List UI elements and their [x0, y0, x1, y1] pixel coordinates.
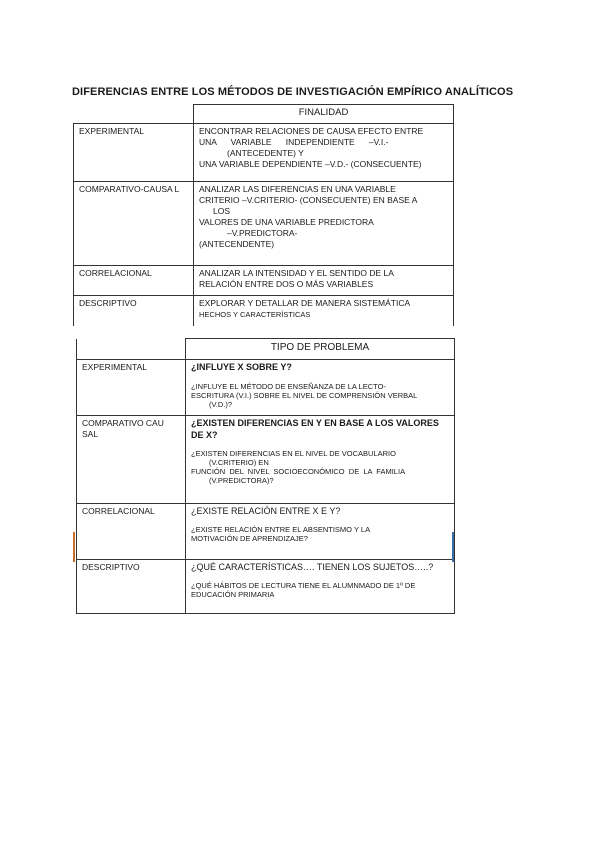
text-line: EDUCACIÓN PRIMARIA [191, 590, 275, 599]
text-line: RELACIÓN ENTRE DOS O MÁS VARIABLES [199, 279, 374, 289]
text-line: MOTIVACIÓN DE APRENDIZAJE? [191, 534, 308, 543]
row-label: COMPARATIVO CAU SAL [77, 416, 186, 504]
text-line: FUNCIÓN DEL NIVEL SOCIOECONÓMICO DE LA FAMILIA [191, 467, 406, 476]
row-content [186, 416, 455, 504]
text-line: UNA VARIABLE INDEPENDIENTE –V.I.- [199, 137, 389, 147]
tipo-problema-table [76, 338, 455, 614]
text-line: ¿EXISTEN DIFERENCIAS EN EL NIVEL DE VOCABULARIO [191, 449, 396, 458]
text-line: ¿INFLUYE EL MÉTODO DE ENSEÑANZA DE LA LECTO- [191, 381, 386, 391]
problem-example [191, 525, 449, 543]
text-line: ANALIZAR LAS DIFERENCIAS EN UNA VARIABLE [199, 184, 396, 194]
table-row [77, 504, 455, 560]
problem-question: ¿EXISTEN DIFERENCIAS EN Y EN BASE A LOS VALORES DE X? [191, 418, 439, 440]
table-row [74, 266, 454, 296]
row-label: COMPARATIVO-CAUSA L [74, 182, 194, 266]
row-label: CORRELACIONAL [74, 266, 194, 296]
problem-question: ¿EXISTE RELACIÓN ENTRE X E Y? [191, 506, 341, 516]
table-row [74, 182, 454, 266]
table-row [77, 360, 455, 416]
table-row [77, 560, 455, 614]
row-content [194, 124, 454, 182]
text-line: CRITERIO –V.CRITERIO- (CONSECUENTE) EN BASE A [199, 195, 418, 205]
header-empty-cell [74, 105, 194, 124]
problem-example [191, 449, 449, 485]
problem-example [191, 581, 449, 599]
text-line: ENCONTRAR RELACIONES DE CAUSA EFECTO ENTRE [199, 126, 424, 136]
blue-accent-bar [452, 532, 454, 562]
row-content [186, 504, 455, 560]
row-content [194, 296, 454, 326]
text-line: (V.CRITERIO) EN [209, 458, 269, 467]
row-label: DESCRIPTIVO [77, 560, 186, 614]
table-header-row [74, 105, 454, 124]
text-line: HECHOS Y CARACTERÍSTICAS [199, 310, 311, 319]
text-line: (ANTECENDENTE) [199, 239, 275, 249]
text-line: ANALIZAR LA INTENSIDAD Y EL SENTIDO DE LA [199, 268, 394, 278]
table-row [74, 296, 454, 326]
row-content [194, 266, 454, 296]
row-content [194, 182, 454, 266]
table-row [74, 124, 454, 182]
text-line: EXPLORAR Y DETALLAR DE MANERA SISTEMÁTICA [199, 298, 411, 308]
text-line: (ANTECEDENTE) Y [227, 148, 304, 158]
finalidad-table [73, 104, 454, 326]
row-label: CORRELACIONAL [77, 504, 186, 560]
row-label: EXPERIMENTAL [77, 360, 186, 416]
header-empty-cell [77, 339, 186, 360]
row-label: EXPERIMENTAL [74, 124, 194, 182]
orange-accent-bar [73, 532, 75, 562]
text-line: ¿QUÉ HÁBITOS DE LECTURA TIENE EL ALUMNMADO DE 1º DE [191, 581, 416, 590]
row-content [186, 560, 455, 614]
text-line: VALORES DE UNA VARIABLE PREDICTORA [199, 217, 374, 227]
text-line: ¿EXISTE RELACIÓN ENTRE EL ABSENTISMO Y LA [191, 525, 371, 534]
column-header-tipo-problema: TIPO DE PROBLEMA [186, 339, 455, 360]
text-line: (V.PREDICTORA)? [209, 476, 274, 485]
row-label: DESCRIPTIVO [74, 296, 194, 326]
row-content [186, 360, 455, 416]
table-row [77, 416, 455, 504]
text-line: (V.D.)? [209, 399, 233, 409]
text-line: ESCRITURA (V.I.) SOBRE EL NIVEL DE COMPRENSIÓN VERBAL [191, 390, 418, 400]
page-title: DIFERENCIAS ENTRE LOS MÉTODOS DE INVESTIGACIÓN EMPÍRICO ANALÍTICOS [72, 86, 514, 98]
problem-example [191, 382, 449, 409]
text-line: –V.PREDICTORA- [227, 228, 298, 238]
text-line: LOS [213, 206, 231, 216]
column-header-finalidad: FINALIDAD [194, 105, 454, 124]
table-header-row [77, 339, 455, 360]
text-line: UNA VARIABLE DEPENDIENTE –V.D.- (CONSECUENTE) [199, 159, 422, 169]
problem-question: ¿QUÉ CARACTERÍSTICAS…. TIENEN LOS SUJETOS…..? [191, 562, 434, 572]
problem-question: ¿INFLUYE X SOBRE Y? [191, 362, 292, 372]
